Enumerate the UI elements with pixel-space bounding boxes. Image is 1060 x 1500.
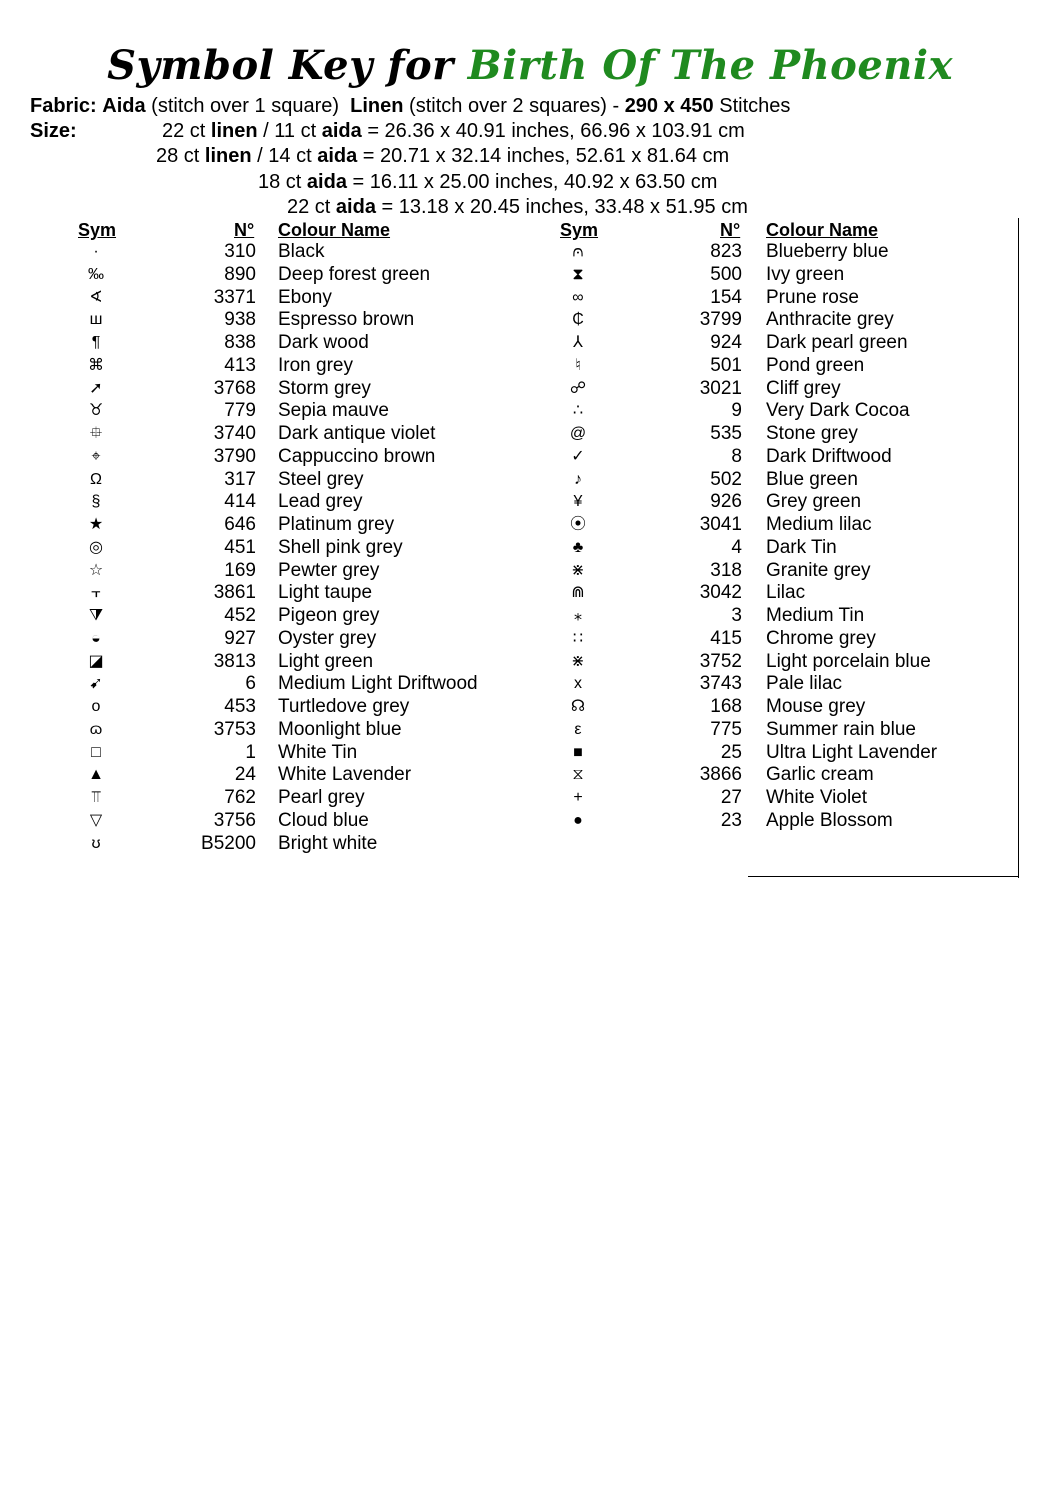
table-row xyxy=(76,537,546,560)
table-row xyxy=(76,309,546,332)
dmc-number-cell: 453 xyxy=(224,696,256,717)
colour-name-cell: Dark wood xyxy=(278,332,369,353)
colour-name-cell: Apple Blossom xyxy=(766,809,893,831)
table-row xyxy=(76,605,546,628)
dmc-number-cell: 779 xyxy=(224,400,256,422)
colour-name-cell: White Tin xyxy=(278,741,358,763)
header-colour-name: Colour Name xyxy=(278,220,391,240)
table-border-bottom xyxy=(748,876,1019,877)
size-label: Size: xyxy=(30,120,77,142)
table-row xyxy=(558,491,1028,514)
table-row xyxy=(558,628,1028,651)
table-row xyxy=(76,582,546,605)
table-row xyxy=(76,491,546,514)
table-row xyxy=(558,355,1028,378)
colour-name-cell: Ivy green xyxy=(766,263,845,285)
table-row xyxy=(76,332,546,355)
title-prefix: Symbol Key for xyxy=(107,42,454,89)
table-row xyxy=(558,810,1028,833)
symbol-cell: ☆ xyxy=(88,561,104,579)
symbol-cell: ➚ xyxy=(89,379,103,397)
dmc-number-cell: 25 xyxy=(720,741,742,763)
symbol-cell: ⦿ xyxy=(569,516,586,533)
fabric-aida: Aida xyxy=(102,95,146,117)
dmc-number-cell: 3021 xyxy=(699,377,742,399)
table-row xyxy=(558,651,1028,674)
size-count: 28 ct xyxy=(156,145,200,167)
symbol-cell: ₵ xyxy=(572,311,584,329)
size-count: 22 ct xyxy=(162,120,206,142)
symbol-cell: ✓ xyxy=(571,447,585,465)
colour-name-cell: Oyster grey xyxy=(278,627,377,649)
table-row xyxy=(558,673,1028,696)
colour-name-cell: Turtledove grey xyxy=(278,696,410,717)
dmc-number-cell: 413 xyxy=(224,354,256,376)
colour-name-cell: Dark Driftwood xyxy=(766,445,892,467)
colour-name-cell: Grey green xyxy=(766,491,862,513)
dmc-number-cell: 415 xyxy=(710,627,742,649)
table-row xyxy=(558,264,1028,287)
size-fabric: linen xyxy=(204,145,252,167)
fabric-aida-note: (stitch over 1 square) xyxy=(151,95,340,117)
table-row xyxy=(76,742,546,765)
colour-name-cell: Pewter grey xyxy=(278,559,380,581)
table-row xyxy=(558,605,1028,628)
colour-name-cell: Espresso brown xyxy=(278,309,415,331)
dmc-number-cell: 310 xyxy=(224,241,256,262)
table-row xyxy=(76,378,546,401)
colour-name-cell: Steel grey xyxy=(278,468,364,490)
symbol-cell: ∷ xyxy=(572,629,584,647)
size-dimensions: = 13.18 x 20.45 inches, 33.48 x 51.95 cm xyxy=(381,196,748,218)
table-row xyxy=(76,764,546,787)
size-line-4 xyxy=(287,195,748,219)
symbol-cell: ♣ xyxy=(572,538,584,556)
dmc-number-cell: 762 xyxy=(224,787,256,808)
symbol-table-left xyxy=(76,220,516,860)
dmc-number-cell: 3743 xyxy=(699,673,742,695)
symbol-cell: ⋇ xyxy=(571,561,585,579)
dmc-number-cell: 823 xyxy=(710,241,742,262)
size-fabric: aida xyxy=(335,196,376,218)
symbol-cell: ◪ xyxy=(88,652,104,670)
table-row xyxy=(558,332,1028,355)
symbol-cell: ▽ xyxy=(89,811,103,829)
size-line-1 xyxy=(162,119,745,143)
table-row xyxy=(76,719,546,742)
table-row xyxy=(76,469,546,492)
dmc-number-cell: 535 xyxy=(710,423,742,444)
symbol-cell: ⌖ xyxy=(91,447,101,465)
symbol-cell: ◎ xyxy=(89,538,103,556)
dmc-number-cell: 3042 xyxy=(699,582,742,604)
colour-name-cell: Lilac xyxy=(766,582,806,604)
header-sym: Sym xyxy=(560,220,599,240)
symbol-cell: ⌘ xyxy=(88,356,104,374)
dmc-number-cell: 646 xyxy=(224,514,256,535)
symbol-cell: ε xyxy=(574,720,582,738)
colour-name-cell: Dark antique violet xyxy=(278,423,436,444)
symbol-cell: ∢ xyxy=(89,288,103,306)
dmc-number-cell: 318 xyxy=(710,559,742,581)
dmc-number-cell: 27 xyxy=(720,787,742,808)
dmc-number-cell: 3768 xyxy=(213,377,256,399)
fabric-linen: Linen xyxy=(350,95,404,117)
dmc-number-cell: 924 xyxy=(710,332,742,353)
table-row xyxy=(76,673,546,696)
table-row xyxy=(76,423,546,446)
colour-name-cell: Cliff grey xyxy=(766,377,841,399)
symbol-cell: ☍ xyxy=(569,379,587,397)
pattern-name: Birth Of The Phoenix xyxy=(467,42,953,89)
symbol-cell: ♉ xyxy=(88,402,104,420)
dmc-number-cell: 775 xyxy=(710,718,742,740)
symbol-cell: + xyxy=(573,789,583,806)
table-row xyxy=(76,696,546,719)
symbol-cell: ⋒ xyxy=(571,584,585,602)
table-row xyxy=(558,582,1028,605)
dmc-number-cell: 414 xyxy=(224,491,256,513)
table-row xyxy=(558,696,1028,719)
colour-name-cell: Garlic cream xyxy=(766,764,874,786)
colour-name-cell: Lead grey xyxy=(278,491,363,513)
dmc-number-cell: 3740 xyxy=(213,423,256,444)
dmc-number-cell: 3752 xyxy=(699,650,742,672)
symbol-cell: ш xyxy=(89,311,103,329)
symbol-cell: ‰ xyxy=(88,265,104,283)
table-border-right xyxy=(1018,218,1019,878)
table-row xyxy=(558,469,1028,492)
symbol-cell: ◒ xyxy=(91,629,101,647)
stitch-count: 290 x 450 xyxy=(624,95,714,117)
header-num: N° xyxy=(234,220,255,240)
symbol-cell: ♮ xyxy=(575,356,581,374)
symbol-cell: x xyxy=(574,675,582,693)
colour-name-cell: Bright white xyxy=(278,832,378,854)
dmc-number-cell: 169 xyxy=(224,559,256,581)
colour-name-cell: White Violet xyxy=(766,787,868,808)
symbol-cell: ● xyxy=(573,811,583,829)
fabric-label: Fabric: xyxy=(30,95,97,117)
colour-name-cell: Dark pearl green xyxy=(766,332,908,353)
table-row xyxy=(76,241,546,264)
table-row xyxy=(558,400,1028,423)
table-row xyxy=(76,514,546,537)
colour-name-cell: Moonlight blue xyxy=(278,718,402,740)
dmc-number-cell: 1 xyxy=(245,741,256,763)
colour-name-cell: Platinum grey xyxy=(278,514,395,535)
colour-name-cell: Shell pink grey xyxy=(278,536,403,558)
colour-name-cell: Black xyxy=(278,241,325,262)
table-row xyxy=(558,241,1028,264)
table-row xyxy=(558,764,1028,787)
symbol-cell: ⅄ xyxy=(573,334,583,351)
dmc-number-cell: 3861 xyxy=(213,582,256,604)
dmc-number-cell: 6 xyxy=(245,673,256,695)
table-row xyxy=(76,446,546,469)
colour-name-cell: Iron grey xyxy=(278,354,353,376)
table-row xyxy=(76,264,546,287)
colour-name-cell: Pigeon grey xyxy=(278,605,380,626)
size-line-3 xyxy=(258,170,717,194)
colour-name-cell: Light green xyxy=(278,650,374,672)
symbol-cell: ⧗ xyxy=(572,265,584,283)
table-row xyxy=(558,560,1028,583)
symbol-cell: ∴ xyxy=(572,402,584,420)
symbol-cell: ♪ xyxy=(574,470,582,488)
symbol-cell: ■ xyxy=(573,743,583,761)
table-row xyxy=(558,423,1028,446)
table-row xyxy=(558,287,1028,310)
dmc-number-cell: 3799 xyxy=(699,309,742,331)
table-row xyxy=(558,742,1028,765)
table-row xyxy=(76,810,546,833)
dmc-number-cell: 9 xyxy=(731,400,742,422)
colour-name-cell: Chrome grey xyxy=(766,627,876,649)
dmc-number-cell: 8 xyxy=(731,445,742,467)
symbol-cell: ⩀ xyxy=(572,243,584,260)
colour-name-cell: Sepia mauve xyxy=(278,400,389,422)
colour-name-cell: Pearl grey xyxy=(278,787,365,808)
colour-name-cell: Ebony xyxy=(278,286,332,308)
colour-name-cell: Pale lilac xyxy=(766,673,843,695)
header-sym: Sym xyxy=(78,220,117,240)
colour-name-cell: Blueberry blue xyxy=(766,241,889,262)
table-row xyxy=(558,514,1028,537)
header-num: N° xyxy=(720,220,741,240)
symbol-cell: o xyxy=(91,698,101,715)
table-row xyxy=(558,537,1028,560)
colour-name-cell: Storm grey xyxy=(278,377,371,399)
symbol-cell: § xyxy=(91,493,101,511)
table-row xyxy=(558,309,1028,332)
colour-name-cell: Prune rose xyxy=(766,286,859,308)
table-row xyxy=(558,446,1028,469)
page-title xyxy=(0,42,1060,89)
symbol-cell: □ xyxy=(91,743,101,761)
symbol-cell: ∞ xyxy=(572,288,584,306)
table-row xyxy=(76,560,546,583)
colour-name-cell: White Lavender xyxy=(278,764,412,786)
table-row xyxy=(76,628,546,651)
symbol-cell: ⧩ xyxy=(88,607,104,624)
dmc-number-cell: 452 xyxy=(224,605,256,626)
colour-name-cell: Blue green xyxy=(766,468,858,490)
dmc-number-cell: 3790 xyxy=(213,445,256,467)
dmc-number-cell: 500 xyxy=(710,263,742,285)
colour-name-cell: Very Dark Cocoa xyxy=(766,400,910,422)
colour-name-cell: Ultra Light Lavender xyxy=(766,741,938,763)
symbol-cell: ☊ xyxy=(570,698,586,715)
symbol-cell: ⫟ xyxy=(91,584,101,602)
size-count-2: / 11 ct xyxy=(263,120,317,142)
symbol-cell: ¶ xyxy=(91,334,101,351)
colour-name-cell: Pond green xyxy=(766,354,865,376)
size-fabric: linen xyxy=(210,120,258,142)
symbol-cell: ¥ xyxy=(573,493,583,511)
symbol-cell: ➹ xyxy=(89,675,103,693)
dmc-number-cell: 3866 xyxy=(699,764,742,786)
dmc-number-cell: 154 xyxy=(710,286,742,308)
colour-name-cell: Medium lilac xyxy=(766,514,872,535)
size-count: 18 ct xyxy=(258,171,302,193)
fabric-line xyxy=(30,94,790,118)
symbol-table-right xyxy=(558,220,1018,860)
symbol-cell: ɷ xyxy=(89,720,103,738)
fabric-linen-note: (stitch over 2 squares) - xyxy=(409,95,620,117)
size-line-2 xyxy=(156,144,729,168)
size-fabric: aida xyxy=(306,171,347,193)
colour-name-cell: Mouse grey xyxy=(766,696,866,717)
colour-name-cell: Granite grey xyxy=(766,559,871,581)
dmc-number-cell: 926 xyxy=(710,491,742,513)
stitch-label: Stitches xyxy=(719,95,791,117)
dmc-number-cell: 838 xyxy=(224,332,256,353)
dmc-number-cell: 3756 xyxy=(213,809,256,831)
table-row xyxy=(76,355,546,378)
symbol-cell: ⫪ xyxy=(91,789,101,806)
header-colour-name: Colour Name xyxy=(766,220,879,240)
colour-name-cell: Dark Tin xyxy=(766,536,837,558)
symbol-cell: ★ xyxy=(88,516,104,533)
dmc-number-cell: 502 xyxy=(710,468,742,490)
size-dimensions: = 26.36 x 40.91 inches, 66.96 x 103.91 cm xyxy=(367,120,745,142)
colour-name-cell: Summer rain blue xyxy=(766,718,916,740)
dmc-number-cell: B5200 xyxy=(201,832,256,854)
dmc-number-cell: 4 xyxy=(731,536,742,558)
size-count-2: / 14 ct xyxy=(257,145,312,167)
colour-name-cell: Anthracite grey xyxy=(766,309,894,331)
dmc-number-cell: 938 xyxy=(224,309,256,331)
colour-name-cell: Light porcelain blue xyxy=(766,650,931,672)
dmc-number-cell: 927 xyxy=(224,627,256,649)
size-dimensions: = 16.11 x 25.00 inches, 40.92 x 63.50 cm xyxy=(352,171,718,193)
dmc-number-cell: 23 xyxy=(720,809,742,831)
dmc-number-cell: 451 xyxy=(224,536,256,558)
dmc-number-cell: 24 xyxy=(234,764,256,786)
table-row xyxy=(558,787,1028,810)
symbol-cell: ʊ xyxy=(91,834,101,852)
symbol-cell: · xyxy=(93,243,99,260)
table-row xyxy=(76,651,546,674)
colour-name-cell: Deep forest green xyxy=(278,263,431,285)
table-row xyxy=(76,287,546,310)
dmc-number-cell: 317 xyxy=(224,468,256,490)
dmc-number-cell: 3041 xyxy=(699,514,742,535)
dmc-number-cell: 3371 xyxy=(213,286,256,308)
colour-name-cell: Light taupe xyxy=(278,582,373,604)
size-dimensions: = 20.71 x 32.14 inches, 52.61 x 81.64 cm xyxy=(362,145,730,167)
symbol-cell: ▲ xyxy=(88,766,104,784)
table-row xyxy=(558,378,1028,401)
colour-name-cell: Medium Tin xyxy=(766,605,865,626)
colour-name-cell: Cappuccino brown xyxy=(278,445,436,467)
colour-name-cell: Medium Light Driftwood xyxy=(278,673,478,695)
table-row xyxy=(76,787,546,810)
symbol-cell: @ xyxy=(569,425,587,442)
table-row xyxy=(76,833,546,856)
dmc-number-cell: 501 xyxy=(710,354,742,376)
table-row xyxy=(76,400,546,423)
symbol-cell: ⯐ xyxy=(89,425,102,442)
colour-name-cell: Stone grey xyxy=(766,423,858,444)
symbol-cell: ⋇ xyxy=(571,652,585,670)
size-count: 22 ct xyxy=(287,196,331,218)
table-row xyxy=(558,719,1028,742)
symbol-cell: ⁎ xyxy=(574,607,582,624)
dmc-number-cell: 3813 xyxy=(213,650,256,672)
size-fabric-2: aida xyxy=(317,145,358,167)
dmc-number-cell: 3753 xyxy=(213,718,256,740)
size-fabric-2: aida xyxy=(321,120,362,142)
symbol-cell: Ω xyxy=(90,470,102,488)
dmc-number-cell: 168 xyxy=(710,696,742,717)
dmc-number-cell: 890 xyxy=(224,263,256,285)
colour-name-cell: Cloud blue xyxy=(278,809,369,831)
symbol-cell: ⧖ xyxy=(572,766,584,784)
dmc-number-cell: 3 xyxy=(731,605,742,626)
